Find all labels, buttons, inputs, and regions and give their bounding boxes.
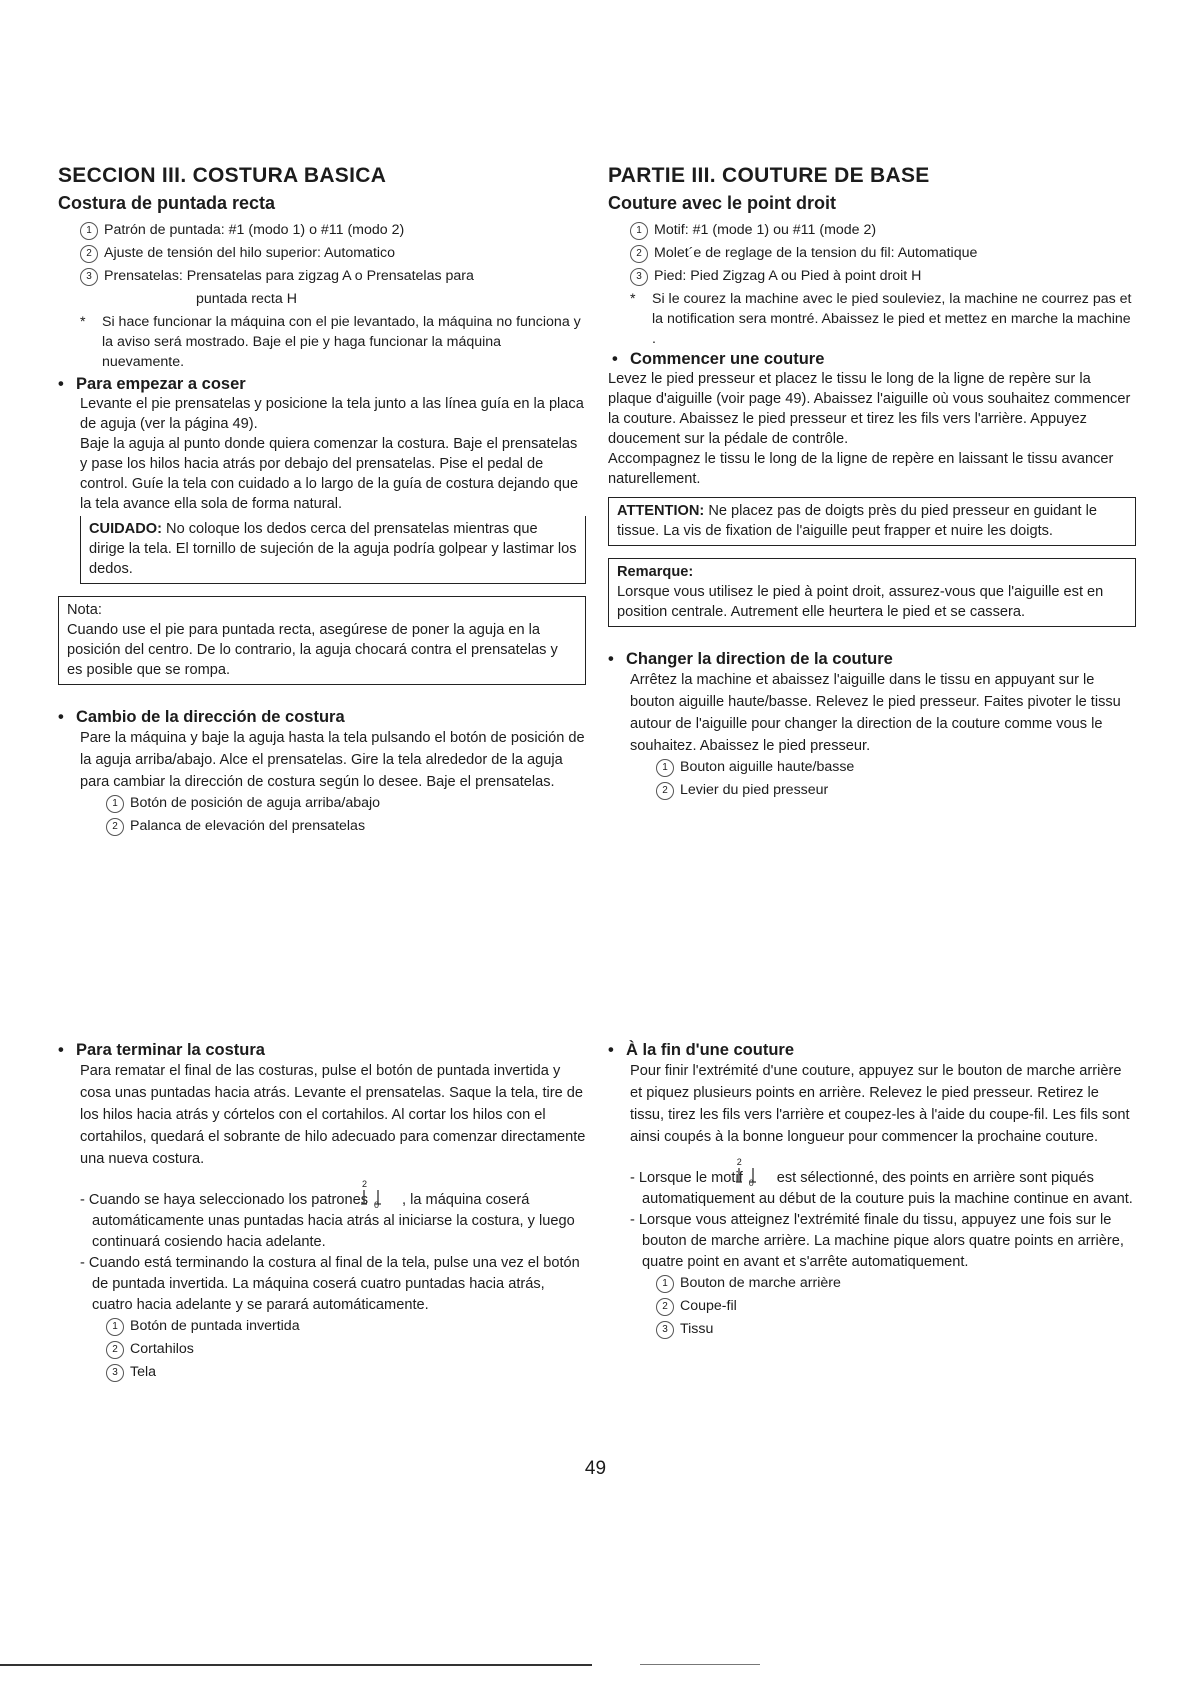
heading-change-direction: • Cambio de la dirección de costura — [58, 708, 345, 726]
list-item-continuation: puntada recta H — [196, 291, 297, 307]
spanish-finish-section — [58, 1040, 586, 1385]
list-item: 3 Prensatelas: Prensatelas para zigzag A o Prensatelas para — [80, 266, 586, 286]
pattern-symbol-icon: 2 0 — [736, 1157, 764, 1188]
note-box — [58, 596, 586, 685]
list-item: 1 Bouton aiguille haute/basse — [656, 757, 1136, 777]
list-item: 1 Bouton de marche arrière — [656, 1273, 1136, 1293]
heading-finish-sewing: • Para terminar la costura — [58, 1041, 265, 1059]
paragraph: Levante el pie prensatelas y posicione la tela junto a las línea guía en la placa de aguja (ver la página 49). — [80, 396, 584, 432]
french-column — [608, 164, 1136, 803]
caution-label: CUIDADO: — [89, 521, 162, 537]
marker-1: 1 — [80, 222, 98, 240]
asterisk-note: * Si le courez la machine avec le pied souleviez, la machine ne courrez pas et la notification sera montré. Abaissez le pied et mettez en marche la machine . — [630, 291, 1132, 347]
list-item: 2 Cortahilos — [106, 1339, 586, 1359]
paragraph: Levez le pied presseur et placez le tissu le long de la ligne de repère sur la plaque d'aiguille (voir page 49). Abaissez l'aiguille où vous souhaitez commencer la couture. Abaissez le pied presseur et tirez les fils vers l'arrière. Appuyez doucement sur la pédale de contrôle. — [608, 371, 1131, 447]
section-title: SECCION III. COSTURA BASICA — [58, 164, 387, 187]
list-item: 1 Botón de puntada invertida — [106, 1316, 586, 1336]
paragraph: Pare la máquina y baje la aguja hasta la tela pulsando el botón de posición de la aguja arriba/abajo. Alce el prensatelas. Gire la tela alrededor de la aguja para cambiar la dirección de costura según lo desee. Baje el prensatelas. — [80, 730, 585, 790]
marker-3: 3 — [80, 268, 98, 286]
paragraph: Para rematar el final de las costuras, pulse el botón de puntada invertida y cosa unas puntadas hacia atrás. Levante el prensatelas. Saque la tela, tire de los hilos hacia atrás y córtelos con el cortahilos. Al cortar los hilos con el cortahilos, quedará el sobrante de hilo adecuado para comenzar directamente una nueva costura. — [80, 1063, 586, 1167]
list-item: 1 Patrón de puntada: #1 (modo 1) o #11 (modo 2) — [80, 220, 586, 240]
heading-start-sewing: • Para empezar a coser — [58, 375, 246, 393]
paragraph: Pour finir l'extrémité d'une couture, appuyez sur le bouton de marche arrière et piquez plusieurs points en arrière. Relevez le pied presseur. Retirez le tissu, tirez les fils vers l'arrière et coupez-les à l'aide du coupe-fil. Les fils sont ainsi coupés à la bonne longueur pour commencer la prochaine couture. — [630, 1063, 1130, 1145]
note-text: Cuando use el pie para puntada recta, asegúrese de poner la aguja en la posición del centro. De lo contrario, la aguja chocará contra el prensatelas y es posible que se rompa. — [67, 622, 558, 678]
caution-label: ATTENTION: — [617, 503, 705, 519]
dash-note: - Lorsque le motif 2 0 est sélectionné, des points en arrière sont piqués automatiquement au début de la couture puis la machine continue en avant. — [630, 1157, 1133, 1207]
footer-rule — [0, 1664, 592, 1666]
caution-box: ATTENTION: Ne placez pas de doigts près du pied presseur en guidant le tissue. La vis de fixation de l'aiguille peut frapper et nuire les doigts. — [608, 497, 1136, 546]
spanish-column — [58, 164, 586, 839]
note-box — [608, 558, 1136, 627]
list-item: 1 Botón de posición de aguja arriba/abajo — [106, 793, 586, 813]
list-item: 3 Tissu — [656, 1319, 1136, 1339]
heading-change-direction: • Changer la direction de la couture — [608, 650, 893, 668]
list-item: 1 Motif: #1 (mode 1) ou #11 (mode 2) — [630, 220, 1136, 240]
paragraph: Accompagnez le tissu le long de la ligne de repère en laissant le tissu avancer naturellement. — [608, 451, 1114, 487]
list-item: 2 Levier du pied presseur — [656, 780, 1136, 800]
caution-box: CUIDADO: No coloque los dedos cerca del prensatelas mientras que dirige la tela. El tornillo de sujeción de la aguja podría golpear y lastimar los dedos. — [80, 516, 586, 584]
paragraph: Arrêtez la machine et abaissez l'aiguille dans le tissu en appuyant sur le bouton aiguille haute/basse. Relevez le pied presseur. Faites pivoter le tissu autour de l'aiguille pour changer la direction de la couture comme vous le souhaitez. Abaissez le pied presseur. — [630, 672, 1121, 754]
dash-note: - Lorsque vous atteignez l'extrémité finale du tissu, appuyez une fois sur le bouton de marche arrière. La machine pique alors quatre points en arrière, quatre point en avant et s'arrête automatiquement. — [630, 1212, 1124, 1270]
asterisk-note: * Si hace funcionar la máquina con el pie levantado, la máquina no funciona y la aviso será mostrado. Baje el pie y haga funcionar la máquina nuevamente. — [80, 314, 581, 370]
pattern-symbol-icon: 2 0 — [362, 1179, 390, 1210]
footer-rule — [640, 1664, 760, 1665]
list-item: 2 Molet´e de reglage de la tension du fil: Automatique — [630, 243, 1136, 263]
list-item: 2 Coupe-fil — [656, 1296, 1136, 1316]
french-finish-section — [608, 1040, 1136, 1342]
paragraph: Baje la aguja al punto donde quiera comenzar la costura. Baje el prensatelas y pase los hilos hacia atrás por debajo del prensatelas. Pise el pedal de control. Guíe la tela con cuidado a lo largo de la guía de costura dejando que la tela avance ella sola de forma natural. — [80, 436, 579, 512]
marker-2: 2 — [80, 245, 98, 263]
dash-note: - Cuando está terminando la costura al final de la tela, pulse una vez el botón de puntada invertida. La máquina coserá cuatro puntadas hacia atrás, cuatro hacia adelante y se parará automáticamente. — [80, 1255, 580, 1313]
list-item: 3 Tela — [106, 1362, 586, 1382]
note-text: Lorsque vous utilisez le pied à point droit, assurez-vous que l'aiguille est en position centrale. Autrement elle heurtera le pied et se cassera. — [617, 584, 1104, 620]
note-label: Remarque: — [617, 564, 694, 580]
section-title: PARTIE III. COUTURE DE BASE — [608, 164, 930, 187]
note-label: Nota: — [67, 602, 102, 618]
heading-start-sewing: • Commencer une couture — [612, 350, 825, 368]
dash-note: - Cuando se haya seleccionado los patrones 2 0 , la máquina coserá automáticamente unas puntadas hacia atrás al iniciarse la costura, y luego continuará cosiendo hacia adelante. — [80, 1179, 575, 1250]
heading-finish-sewing: • À la fin d'une couture — [608, 1041, 795, 1059]
page-number: 49 — [584, 1458, 607, 1479]
list-item: 2 Ajuste de tensión del hilo superior: Automatico — [80, 243, 586, 263]
list-item: 2 Palanca de elevación del prensatelas — [106, 816, 586, 836]
subsection-title: Couture avec le point droit — [608, 193, 837, 213]
subsection-title: Costura de puntada recta — [58, 193, 276, 213]
list-item: 3 Pied: Pied Zigzag A ou Pied à point droit H — [630, 266, 1136, 286]
